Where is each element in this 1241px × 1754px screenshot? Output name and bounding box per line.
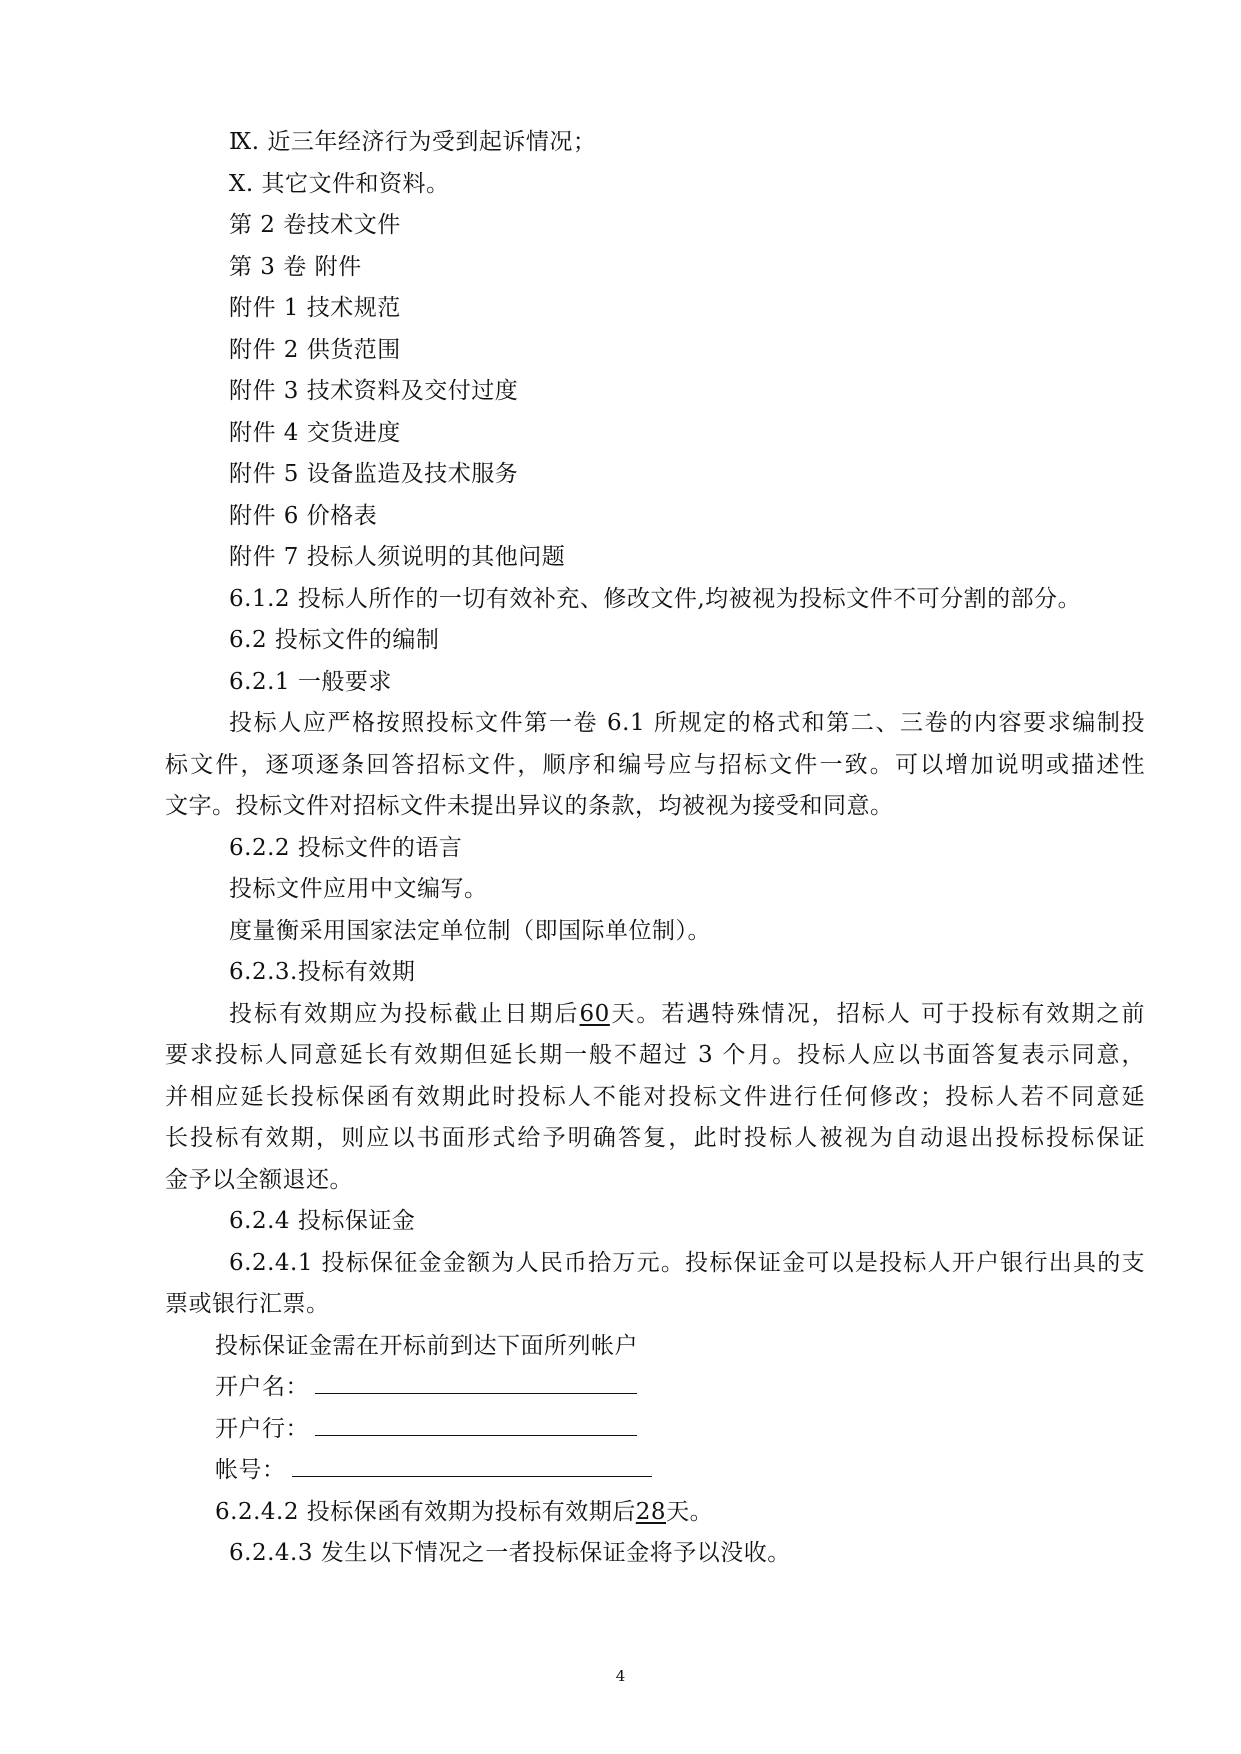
- attachment-1: 附件 1 技术规范: [229, 295, 401, 321]
- validity-paragraph: [165, 994, 1145, 1202]
- bond-validity-days: 28: [635, 1498, 667, 1525]
- paragraph-line: 要求投标人同意延长有效期但延长期一般不超过 3 个月。投标人应以书面答复表示同意，: [165, 1042, 1145, 1068]
- paragraph-line: 并相应延长投标保函有效期此时投标人不能对投标文件进行任何修改；投标人若不同意延: [165, 1083, 1145, 1110]
- list-item-x: Ⅹ. 其它文件和资料。: [229, 170, 450, 197]
- clause-6-1-2: 6.1.2 投标人所作的一切有效补充、修改文件,均被视为投标文件不可分割的部分。: [229, 585, 1082, 612]
- section-6-2-2-heading: 6.2.2 投标文件的语言: [229, 834, 463, 861]
- account-bank-row: [165, 1409, 1145, 1451]
- section-6-2-1-heading: 6.2.1 一般要求: [229, 668, 392, 695]
- general-requirements-paragraph: [165, 703, 1145, 828]
- attachment-6: 附件 6 价格表: [229, 502, 378, 529]
- attachment-7: 附件 7 投标人须说明的其他问题: [229, 544, 566, 570]
- page-number: 4: [615, 1667, 626, 1685]
- language-rule: 投标文件应用中文编写。: [229, 876, 488, 902]
- clause-6-2-4-2: [165, 1492, 1145, 1534]
- validity-days: 60: [579, 1000, 610, 1027]
- attachment-3: 附件 3 技术资料及交付过度: [229, 378, 519, 404]
- account-number-row: [165, 1450, 1145, 1492]
- account-name-label: 开户名：: [215, 1374, 309, 1400]
- attachment-4: 附件 4 交货进度: [229, 419, 401, 446]
- attachment-5: 附件 5 设备监造及技术服务: [229, 461, 519, 487]
- paragraph-line: 金予以全额退还。: [165, 1166, 353, 1193]
- section-6-2-4-heading: 6.2.4 投标保证金: [229, 1208, 416, 1234]
- section-6-2-heading: 6.2 投标文件的编制: [229, 627, 440, 653]
- validity-text-before: 投标有效期应为投标截止日期后: [229, 1000, 580, 1027]
- account-number-field[interactable]: [292, 1456, 652, 1477]
- document-body: [165, 122, 1145, 1575]
- account-number-label: 帐号：: [215, 1457, 286, 1483]
- clause-6-2-4-1-line2: 票或银行汇票。: [165, 1291, 330, 1317]
- clause-6-2-4-1-line1: 6.2.4.1 投标保征金金额为人民币拾万元。投标保证金可以是投标人开户银行出具的支: [229, 1249, 1145, 1276]
- section-6-2-3-heading: 6.2.3.投标有效期: [229, 959, 416, 985]
- clause-6-2-4-3: 6.2.4.3 发生以下情况之一者投标保证金将予以没收。: [229, 1540, 791, 1566]
- units-rule: 度量衡采用国家法定单位制（即国际单位制）。: [229, 917, 711, 944]
- account-bank-field[interactable]: [315, 1415, 637, 1436]
- account-name-field[interactable]: [315, 1373, 637, 1394]
- list-item-ix: Ⅸ. 近三年经济行为受到起诉情况；: [229, 129, 597, 155]
- paragraph-line: 投标人应严格按照投标文件第一卷 6.1 所规定的格式和第二、三卷的内容要求编制投: [229, 710, 1145, 736]
- paragraph-line: 文字。投标文件对招标文件未提出异议的条款，均被视为接受和同意。: [165, 793, 894, 819]
- account-bank-label: 开户行：: [215, 1415, 309, 1442]
- paragraph-line: [165, 994, 1145, 1036]
- volume-3-title: 第 3 卷 附件: [229, 253, 362, 280]
- paragraph-line: 长投标有效期，则应以书面形式给予明确答复，此时投标人被视为自动退出投标投标保证: [165, 1125, 1145, 1151]
- paragraph-line: 标文件，逐项逐条回答招标文件，顺序和编号应与招标文件一致。可以增加说明或描述性: [165, 751, 1145, 778]
- bond-validity-before: 6.2.4.2 投标保函有效期为投标有效期后: [215, 1498, 636, 1525]
- attachment-2: 附件 2 供货范围: [229, 336, 401, 363]
- volume-2-title: 第 2 卷技术文件: [229, 212, 401, 238]
- account-intro: 投标保证金需在开标前到达下面所列帐户: [215, 1332, 638, 1359]
- validity-text-after: 天。若遇特殊情况，招标人 可于投标有效期之前: [609, 1000, 1145, 1027]
- account-name-row: [165, 1367, 1145, 1409]
- bond-validity-after: 天。: [666, 1498, 714, 1525]
